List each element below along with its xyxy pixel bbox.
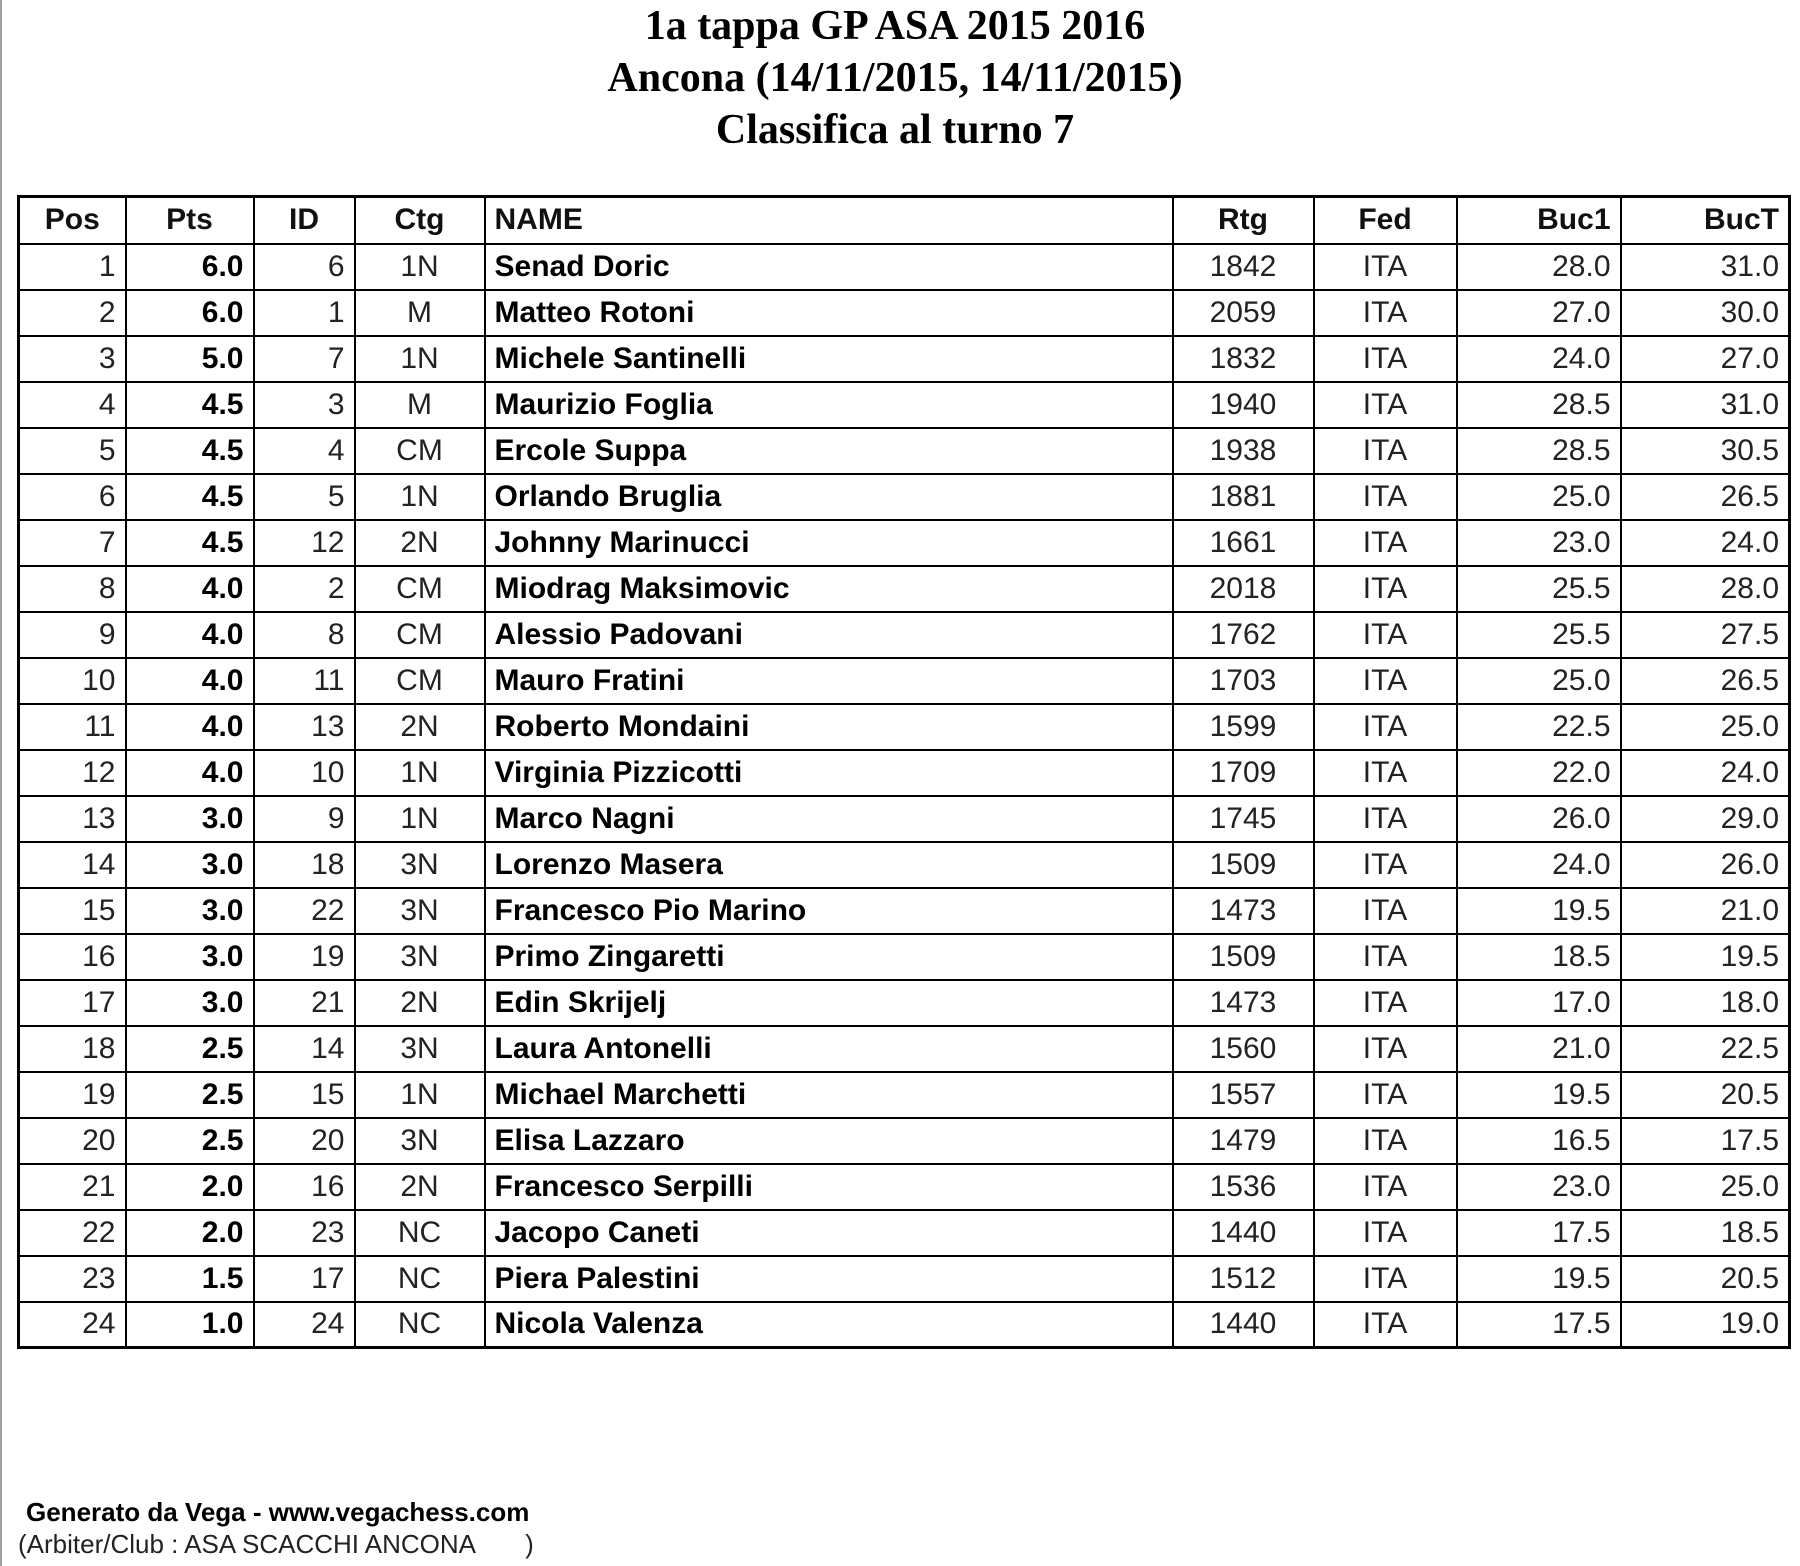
- id-cell: 19: [254, 934, 355, 980]
- ctg-cell: 1N: [355, 336, 485, 382]
- fed-cell: ITA: [1314, 1302, 1457, 1348]
- buc1-cell: 23.0: [1457, 520, 1621, 566]
- buc1-cell: 18.5: [1457, 934, 1621, 980]
- pos-cell: 4: [19, 382, 126, 428]
- pts-cell: 4.0: [126, 658, 254, 704]
- name-cell: Alessio Padovani: [485, 612, 1173, 658]
- id-cell: 2: [254, 566, 355, 612]
- rtg-cell: 1832: [1173, 336, 1314, 382]
- buct-cell: 24.0: [1621, 750, 1790, 796]
- name-cell: Primo Zingaretti: [485, 934, 1173, 980]
- rtg-cell: 1661: [1173, 520, 1314, 566]
- column-header-pts: Pts: [126, 197, 254, 244]
- pos-cell: 17: [19, 980, 126, 1026]
- buc1-cell: 16.5: [1457, 1118, 1621, 1164]
- buct-cell: 22.5: [1621, 1026, 1790, 1072]
- buc1-cell: 25.5: [1457, 612, 1621, 658]
- id-cell: 15: [254, 1072, 355, 1118]
- rtg-cell: 1938: [1173, 428, 1314, 474]
- table-row: [19, 428, 1790, 474]
- rtg-cell: 2059: [1173, 290, 1314, 336]
- table-row: [19, 566, 1790, 612]
- buct-cell: 31.0: [1621, 382, 1790, 428]
- pos-cell: 9: [19, 612, 126, 658]
- rtg-cell: 1473: [1173, 888, 1314, 934]
- name-cell: Jacopo Caneti: [485, 1210, 1173, 1256]
- pts-cell: 2.5: [126, 1026, 254, 1072]
- pos-cell: 12: [19, 750, 126, 796]
- pts-cell: 4.0: [126, 612, 254, 658]
- standings-round-title: Classifica al turno 7: [715, 107, 1075, 153]
- name-cell: Matteo Rotoni: [485, 290, 1173, 336]
- buct-cell: 31.0: [1621, 244, 1790, 290]
- table-row: [19, 612, 1790, 658]
- pts-cell: 1.5: [126, 1256, 254, 1302]
- table-row: [19, 796, 1790, 842]
- id-cell: 7: [254, 336, 355, 382]
- rtg-cell: 1509: [1173, 842, 1314, 888]
- pts-cell: 3.0: [126, 888, 254, 934]
- buc1-cell: 25.0: [1457, 658, 1621, 704]
- column-header-id: ID: [254, 197, 355, 244]
- ctg-cell: 1N: [355, 1072, 485, 1118]
- column-header-name: NAME: [485, 197, 1173, 244]
- pos-cell: 2: [19, 290, 126, 336]
- ctg-cell: CM: [355, 428, 485, 474]
- ctg-cell: CM: [355, 566, 485, 612]
- ctg-cell: 1N: [355, 244, 485, 290]
- table-row: [19, 888, 1790, 934]
- name-cell: Maurizio Foglia: [485, 382, 1173, 428]
- buc1-cell: 19.5: [1457, 1072, 1621, 1118]
- ctg-cell: 2N: [355, 520, 485, 566]
- buc1-cell: 25.5: [1457, 566, 1621, 612]
- fed-cell: ITA: [1314, 290, 1457, 336]
- pos-cell: 21: [19, 1164, 126, 1210]
- column-header-rtg: Rtg: [1173, 197, 1314, 244]
- fed-cell: ITA: [1314, 244, 1457, 290]
- name-cell: Ercole Suppa: [485, 428, 1173, 474]
- buct-cell: 26.0: [1621, 842, 1790, 888]
- buc1-cell: 22.5: [1457, 704, 1621, 750]
- name-cell: Marco Nagni: [485, 796, 1173, 842]
- pts-cell: 6.0: [126, 290, 254, 336]
- table-row: [19, 1256, 1790, 1302]
- name-cell: Laura Antonelli: [485, 1026, 1173, 1072]
- fed-cell: ITA: [1314, 428, 1457, 474]
- id-cell: 1: [254, 290, 355, 336]
- buct-cell: 26.5: [1621, 474, 1790, 520]
- id-cell: 16: [254, 1164, 355, 1210]
- rtg-cell: 1440: [1173, 1302, 1314, 1348]
- pos-cell: 14: [19, 842, 126, 888]
- fed-cell: ITA: [1314, 1026, 1457, 1072]
- table-row: [19, 1302, 1790, 1348]
- buc1-cell: 28.5: [1457, 428, 1621, 474]
- rtg-cell: 1479: [1173, 1118, 1314, 1164]
- pos-cell: 22: [19, 1210, 126, 1256]
- ctg-cell: 3N: [355, 1118, 485, 1164]
- rtg-cell: 1940: [1173, 382, 1314, 428]
- pts-cell: 4.5: [126, 382, 254, 428]
- pos-cell: 6: [19, 474, 126, 520]
- table-row: [19, 1026, 1790, 1072]
- name-cell: Johnny Marinucci: [485, 520, 1173, 566]
- rtg-cell: 1509: [1173, 934, 1314, 980]
- id-cell: 8: [254, 612, 355, 658]
- buc1-cell: 19.5: [1457, 1256, 1621, 1302]
- fed-cell: ITA: [1314, 1164, 1457, 1210]
- report-title: [0, 0, 1790, 156]
- id-cell: 17: [254, 1256, 355, 1302]
- column-header-buct: BucT: [1621, 197, 1790, 244]
- buc1-cell: 17.0: [1457, 980, 1621, 1026]
- pts-cell: 4.5: [126, 428, 254, 474]
- pts-cell: 3.0: [126, 842, 254, 888]
- fed-cell: ITA: [1314, 1118, 1457, 1164]
- buc1-cell: 28.5: [1457, 382, 1621, 428]
- table-row: [19, 934, 1790, 980]
- fed-cell: ITA: [1314, 382, 1457, 428]
- fed-cell: ITA: [1314, 520, 1457, 566]
- pos-cell: 16: [19, 934, 126, 980]
- ctg-cell: M: [355, 382, 485, 428]
- buct-cell: 21.0: [1621, 888, 1790, 934]
- ctg-cell: 2N: [355, 980, 485, 1026]
- pos-cell: 23: [19, 1256, 126, 1302]
- table-row: [19, 1072, 1790, 1118]
- ctg-cell: 3N: [355, 934, 485, 980]
- name-cell: Mauro Fratini: [485, 658, 1173, 704]
- name-cell: Michael Marchetti: [485, 1072, 1173, 1118]
- id-cell: 4: [254, 428, 355, 474]
- pts-cell: 5.0: [126, 336, 254, 382]
- ctg-cell: 2N: [355, 1164, 485, 1210]
- ctg-cell: 1N: [355, 796, 485, 842]
- table-row: [19, 1210, 1790, 1256]
- standings-table: [17, 195, 1791, 1349]
- pos-cell: 11: [19, 704, 126, 750]
- id-cell: 23: [254, 1210, 355, 1256]
- name-cell: Piera Palestini: [485, 1256, 1173, 1302]
- id-cell: 20: [254, 1118, 355, 1164]
- tournament-venue-dates: Ancona (14/11/2015, 14/11/2015): [607, 55, 1183, 101]
- buct-cell: 25.0: [1621, 704, 1790, 750]
- name-cell: Senad Doric: [485, 244, 1173, 290]
- buc1-cell: 26.0: [1457, 796, 1621, 842]
- buc1-cell: 24.0: [1457, 336, 1621, 382]
- buc1-cell: 24.0: [1457, 842, 1621, 888]
- arbiter-club-line: (Arbiter/Club : ASA SCACCHI ANCONA ): [18, 1529, 534, 1559]
- table-row: [19, 1118, 1790, 1164]
- generator-credit: Generato da Vega - www.vegachess.com: [26, 1497, 530, 1527]
- fed-cell: ITA: [1314, 1210, 1457, 1256]
- standings-body: [19, 244, 1790, 1348]
- name-cell: Nicola Valenza: [485, 1302, 1173, 1348]
- ctg-cell: NC: [355, 1256, 485, 1302]
- buc1-cell: 17.5: [1457, 1302, 1621, 1348]
- pts-cell: 3.0: [126, 980, 254, 1026]
- name-cell: Orlando Bruglia: [485, 474, 1173, 520]
- id-cell: 12: [254, 520, 355, 566]
- pos-cell: 24: [19, 1302, 126, 1348]
- ctg-cell: 1N: [355, 474, 485, 520]
- buct-cell: 18.0: [1621, 980, 1790, 1026]
- column-header-ctg: Ctg: [355, 197, 485, 244]
- fed-cell: ITA: [1314, 474, 1457, 520]
- pts-cell: 2.5: [126, 1072, 254, 1118]
- table-header-row: [19, 197, 1790, 244]
- pos-cell: 19: [19, 1072, 126, 1118]
- buct-cell: 18.5: [1621, 1210, 1790, 1256]
- buct-cell: 30.0: [1621, 290, 1790, 336]
- id-cell: 24: [254, 1302, 355, 1348]
- fed-cell: ITA: [1314, 796, 1457, 842]
- buc1-cell: 28.0: [1457, 244, 1621, 290]
- buc1-cell: 21.0: [1457, 1026, 1621, 1072]
- buc1-cell: 22.0: [1457, 750, 1621, 796]
- rtg-cell: 1745: [1173, 796, 1314, 842]
- buct-cell: 30.5: [1621, 428, 1790, 474]
- fed-cell: ITA: [1314, 934, 1457, 980]
- ctg-cell: 3N: [355, 1026, 485, 1072]
- rtg-cell: 1881: [1173, 474, 1314, 520]
- table-row: [19, 980, 1790, 1026]
- table-row: [19, 336, 1790, 382]
- tournament-title: 1a tappa GP ASA 2015 2016: [644, 3, 1146, 49]
- pts-cell: 1.0: [126, 1302, 254, 1348]
- fed-cell: ITA: [1314, 336, 1457, 382]
- fed-cell: ITA: [1314, 704, 1457, 750]
- name-cell: Elisa Lazzaro: [485, 1118, 1173, 1164]
- fed-cell: ITA: [1314, 888, 1457, 934]
- pos-cell: 5: [19, 428, 126, 474]
- name-cell: Lorenzo Masera: [485, 842, 1173, 888]
- buct-cell: 17.5: [1621, 1118, 1790, 1164]
- pos-cell: 10: [19, 658, 126, 704]
- id-cell: 14: [254, 1026, 355, 1072]
- pts-cell: 6.0: [126, 244, 254, 290]
- fed-cell: ITA: [1314, 1072, 1457, 1118]
- pts-cell: 4.0: [126, 750, 254, 796]
- rtg-cell: 1536: [1173, 1164, 1314, 1210]
- buct-cell: 19.5: [1621, 934, 1790, 980]
- table-row: [19, 704, 1790, 750]
- buct-cell: 20.5: [1621, 1072, 1790, 1118]
- buct-cell: 25.0: [1621, 1164, 1790, 1210]
- table-row: [19, 1164, 1790, 1210]
- pos-cell: 20: [19, 1118, 126, 1164]
- id-cell: 21: [254, 980, 355, 1026]
- pts-cell: 4.0: [126, 704, 254, 750]
- report-footer: [18, 1496, 534, 1560]
- fed-cell: ITA: [1314, 1256, 1457, 1302]
- pts-cell: 3.0: [126, 796, 254, 842]
- table-row: [19, 474, 1790, 520]
- table-row: [19, 842, 1790, 888]
- ctg-cell: 3N: [355, 842, 485, 888]
- rtg-cell: 2018: [1173, 566, 1314, 612]
- id-cell: 22: [254, 888, 355, 934]
- buc1-cell: 25.0: [1457, 474, 1621, 520]
- rtg-cell: 1473: [1173, 980, 1314, 1026]
- column-header-fed: Fed: [1314, 197, 1457, 244]
- rtg-cell: 1762: [1173, 612, 1314, 658]
- pts-cell: 2.5: [126, 1118, 254, 1164]
- buc1-cell: 23.0: [1457, 1164, 1621, 1210]
- buct-cell: 27.0: [1621, 336, 1790, 382]
- name-cell: Virginia Pizzicotti: [485, 750, 1173, 796]
- rtg-cell: 1709: [1173, 750, 1314, 796]
- buct-cell: 27.5: [1621, 612, 1790, 658]
- fed-cell: ITA: [1314, 612, 1457, 658]
- buc1-cell: 17.5: [1457, 1210, 1621, 1256]
- buc1-cell: 19.5: [1457, 888, 1621, 934]
- name-cell: Francesco Serpilli: [485, 1164, 1173, 1210]
- pos-cell: 18: [19, 1026, 126, 1072]
- table-row: [19, 658, 1790, 704]
- name-cell: Edin Skrijelj: [485, 980, 1173, 1026]
- rtg-cell: 1599: [1173, 704, 1314, 750]
- buc1-cell: 27.0: [1457, 290, 1621, 336]
- ctg-cell: NC: [355, 1210, 485, 1256]
- rtg-cell: 1440: [1173, 1210, 1314, 1256]
- id-cell: 6: [254, 244, 355, 290]
- pts-cell: 2.0: [126, 1210, 254, 1256]
- pos-cell: 15: [19, 888, 126, 934]
- ctg-cell: 3N: [355, 888, 485, 934]
- rtg-cell: 1842: [1173, 244, 1314, 290]
- ctg-cell: M: [355, 290, 485, 336]
- id-cell: 9: [254, 796, 355, 842]
- ctg-cell: CM: [355, 612, 485, 658]
- table-row: [19, 382, 1790, 428]
- ctg-cell: NC: [355, 1302, 485, 1348]
- id-cell: 18: [254, 842, 355, 888]
- pos-cell: 13: [19, 796, 126, 842]
- pos-cell: 8: [19, 566, 126, 612]
- ctg-cell: CM: [355, 658, 485, 704]
- name-cell: Francesco Pio Marino: [485, 888, 1173, 934]
- fed-cell: ITA: [1314, 842, 1457, 888]
- buct-cell: 29.0: [1621, 796, 1790, 842]
- fed-cell: ITA: [1314, 658, 1457, 704]
- name-cell: Roberto Mondaini: [485, 704, 1173, 750]
- rtg-cell: 1560: [1173, 1026, 1314, 1072]
- fed-cell: ITA: [1314, 750, 1457, 796]
- pts-cell: 4.5: [126, 474, 254, 520]
- column-header-buc1: Buc1: [1457, 197, 1621, 244]
- pts-cell: 4.0: [126, 566, 254, 612]
- table-row: [19, 244, 1790, 290]
- id-cell: 13: [254, 704, 355, 750]
- rtg-cell: 1512: [1173, 1256, 1314, 1302]
- rtg-cell: 1703: [1173, 658, 1314, 704]
- fed-cell: ITA: [1314, 980, 1457, 1026]
- id-cell: 3: [254, 382, 355, 428]
- rtg-cell: 1557: [1173, 1072, 1314, 1118]
- pos-cell: 7: [19, 520, 126, 566]
- buct-cell: 24.0: [1621, 520, 1790, 566]
- buct-cell: 28.0: [1621, 566, 1790, 612]
- id-cell: 5: [254, 474, 355, 520]
- pos-cell: 1: [19, 244, 126, 290]
- ctg-cell: 2N: [355, 704, 485, 750]
- id-cell: 11: [254, 658, 355, 704]
- pts-cell: 3.0: [126, 934, 254, 980]
- table-row: [19, 520, 1790, 566]
- buct-cell: 19.0: [1621, 1302, 1790, 1348]
- table-row: [19, 290, 1790, 336]
- id-cell: 10: [254, 750, 355, 796]
- pts-cell: 4.5: [126, 520, 254, 566]
- name-cell: Michele Santinelli: [485, 336, 1173, 382]
- pos-cell: 3: [19, 336, 126, 382]
- buct-cell: 26.5: [1621, 658, 1790, 704]
- ctg-cell: 1N: [355, 750, 485, 796]
- pts-cell: 2.0: [126, 1164, 254, 1210]
- table-row: [19, 750, 1790, 796]
- buct-cell: 20.5: [1621, 1256, 1790, 1302]
- column-header-pos: Pos: [19, 197, 126, 244]
- fed-cell: ITA: [1314, 566, 1457, 612]
- name-cell: Miodrag Maksimovic: [485, 566, 1173, 612]
